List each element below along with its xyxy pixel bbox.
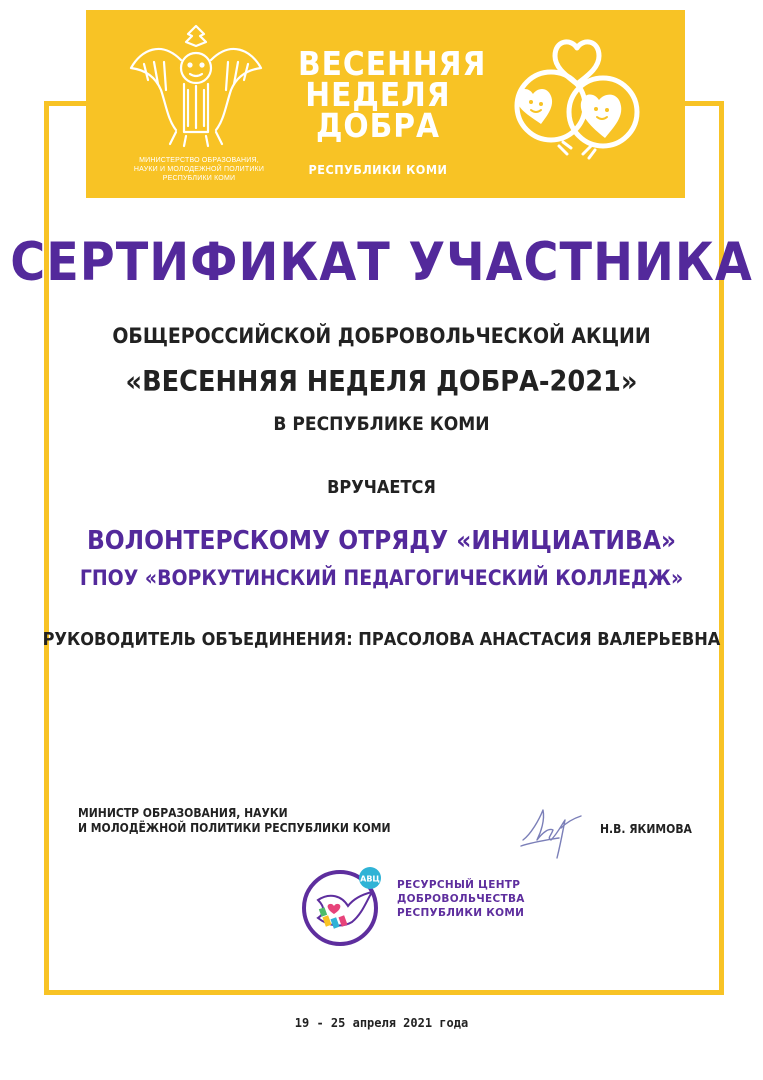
minister-title: [78, 806, 391, 836]
week-title-line: ВЕСЕННЯЯ: [298, 44, 487, 83]
campaign-region: В РЕСПУБЛИКЕ КОМИ: [273, 413, 490, 435]
recipient-organization: ГПОУ «ВОРКУТИНСКИЙ ПЕДАГОГИЧЕСКИЙ КОЛЛЕДЖ»: [79, 566, 684, 590]
signature-mark: [517, 800, 587, 860]
spring-week-title: [298, 44, 487, 145]
ministry-line: МИНИСТЕРСТВО ОБРАЗОВАНИЯ,: [139, 157, 259, 164]
ministry-caption: [114, 156, 284, 183]
resource-center-name: [397, 878, 525, 920]
resource-center-line: ДОБРОВОЛЬЧЕСТВА: [397, 893, 525, 905]
awarded-label: ВРУЧАЕТСЯ: [327, 477, 436, 498]
certificate-title: СЕРТИФИКАТ УЧАСТНИКА: [10, 232, 753, 293]
ministry-line: НАУКИ И МОЛОДЕЖНОЙ ПОЛИТИКИ: [133, 166, 265, 173]
komi-bird-emblem: [126, 20, 266, 150]
resource-center-line: РЕСПУБЛИКИ КОМИ: [397, 907, 525, 919]
campaign-name: «ВЕСЕННЯЯ НЕДЕЛЯ ДОБРА-2021»: [125, 365, 638, 398]
header-banner: [86, 10, 685, 198]
resource-center-badge: АВЦ: [360, 874, 380, 884]
week-title-line: НЕДЕЛЯ: [305, 75, 451, 114]
group-leader: РУКОВОДИТЕЛЬ ОБЪЕДИНЕНИЯ: ПРАСОЛОВА АНАСТАСИЯ ВАЛЕРЬЕВНА: [42, 629, 721, 650]
campaign-line: ОБЩЕРОССИЙСКОЙ ДОБРОВОЛЬЧЕСКОЙ АКЦИИ: [112, 324, 651, 348]
resource-center-line: РЕСУРСНЫЙ ЦЕНТР: [397, 879, 521, 891]
spring-week-subtitle: РЕСПУБЛИКИ КОМИ: [308, 162, 448, 177]
resource-center-logo-icon: [296, 862, 388, 952]
hearts-logo-icon: [511, 38, 643, 173]
week-title-line: ДОБРА: [315, 106, 441, 145]
minister-line: МИНИСТР ОБРАЗОВАНИЯ, НАУКИ: [78, 806, 288, 820]
ministry-line: РЕСПУБЛИКИ КОМИ: [162, 175, 236, 182]
signer-name: Н.В. ЯКИМОВА: [600, 822, 692, 836]
minister-line: И МОЛОДЁЖНОЙ ПОЛИТИКИ РЕСПУБЛИКИ КОМИ: [78, 821, 391, 835]
recipient-name: ВОЛОНТЕРСКОМУ ОТРЯДУ «ИНИЦИАТИВА»: [86, 526, 677, 556]
event-dates: 19 - 25 апреля 2021 года: [294, 1016, 469, 1030]
